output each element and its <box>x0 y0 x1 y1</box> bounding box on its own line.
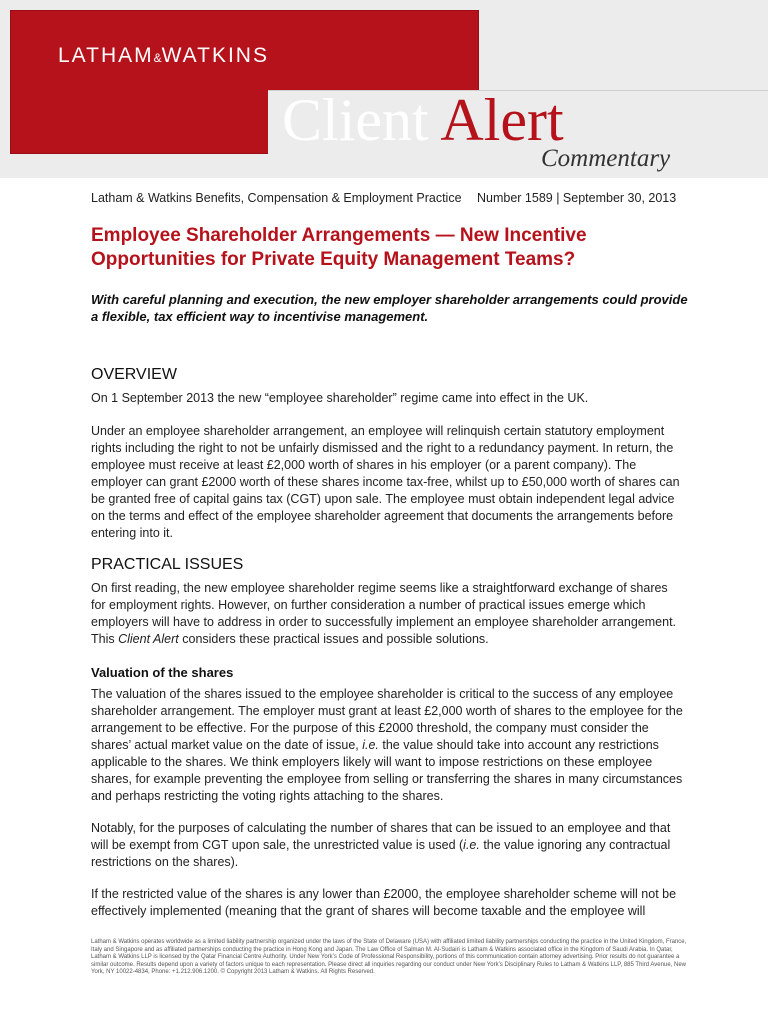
valuation-paragraph-1 <box>91 686 683 805</box>
practical-text-a: On first reading, the new employee shareholder regime seems like a straightforward exchange of shares for employment rights. However, on further consideration a number of practical issues emerge which employers will have to address in order to successfully implement an employee shareholder arrangement. This <box>91 581 677 646</box>
firm-logo <box>58 44 269 68</box>
publication-subtitle: Commentary <box>541 145 671 172</box>
valuation-text-a: The valuation of the shares issued to the employee shareholder is critical to the success of any employee shareholder arrangement. The employer must grant at least £2,000 worth of shares to the employee for the arrangement to be effective. For the purpose of this £2000 threshold, the company must consider the shares’ actual market value on the date of issue, <box>91 687 683 752</box>
valuation-text-b: the value should take into account any restrictions applicable to the shares. We think employers likely will want to impose restrictions on these employee shares, for example preventing the employee from selling or transferring the shares in many circumstances and perhaps restricting the voting rights attaching to the shares. <box>91 738 683 803</box>
publication-title <box>282 84 564 156</box>
overview-paragraph-1: On 1 September 2013 the new “employee shareholder” regime came into effect in the UK. <box>91 391 589 405</box>
title-word-client: Client <box>282 87 429 153</box>
overview-paragraph-2: Under an employee shareholder arrangement, an employee will relinquish certain statutory employment rights including the right to not be unfairly dismissed and the right to a redundancy payment. In return, the employee must receive at least £2,000 worth of shares in his employer (or a parent company). The employer can grant £2000 worth of these shares income tax-free, whilst up to £50,000 worth of shares can be granted free of capital gains tax (CGT) upon sale. The employee must obtain independent legal advice on the terms and effect of the employee shareholder agreement that documents the arrangements before entering into it. <box>91 424 680 540</box>
logo-word-2: WATKINS <box>161 44 269 67</box>
valuation-paragraph-2 <box>91 820 683 871</box>
valuation-paragraph-3: If the restricted value of the shares is any lower than £2000, the employee shareholder scheme will not be effectively implemented (meaning that the grant of shares will become taxable and the employee will <box>91 887 677 918</box>
article-headline: Employee Shareholder Arrangements — New Incentive Opportunities for Private Equity Management Teams? <box>91 225 587 270</box>
ie-emphasis-2: i.e. <box>463 838 480 852</box>
practical-issues-paragraph <box>91 580 683 648</box>
issue-number-date: Number 1589 | September 30, 2013 <box>477 191 677 205</box>
logo-word-1: LATHAM <box>58 44 154 67</box>
practice-group: Latham & Watkins Benefits, Compensation & Employment Practice <box>91 191 462 205</box>
article-intro: With careful planning and execution, the new employer shareholder arrangements could provide a flexible, tax efficient way to incentivise management. <box>91 292 688 324</box>
practical-text-b: considers these practical issues and possible solutions. <box>178 632 489 646</box>
valuation-p2-text-a: Notably, for the purposes of calculating the number of shares that can be issued to an employee and that will be exempt from CGT upon sale, the unrestricted value is used ( <box>91 821 671 852</box>
ie-emphasis: i.e. <box>362 738 379 752</box>
overview-heading: OVERVIEW <box>91 366 177 383</box>
client-alert-emphasis: Client Alert <box>118 632 179 646</box>
valuation-p2-text-b: the value ignoring any contractual restrictions on the shares). <box>91 838 671 869</box>
legal-disclaimer: Latham & Watkins operates worldwide as a limited liability partnership organized under the laws of the State of Delaware (USA) with affiliated limited liability partnerships conducting the practice in the United Kingdom, France, Italy and Singapore and as affiliated partnerships conducting the practice in Hong Kong and Japan. The Law Office of Salman M. Al-Sudairi is Latham & Watkins associated office in the Kingdom of Saudi Arabia. In Qatar, Latham & Watkins LLP is licensed by the Qatar Financial Centre Authority. Under New York’s Code of Professional Responsibility, portions of this communication contain attorney advertising. Prior results do not guarantee a similar outcome. Results depend upon a variety of factors unique to each representation. Please direct all inquiries regarding our conduct under New York’s Disciplinary Rules to Latham & Watkins LLP, 885 Third Avenue, New York, NY 10022-4834, Phone: +1.212.906.1200. © Copyright 2013 Latham & Watkins. All Rights Reserved. <box>91 939 687 975</box>
title-word-alert: Alert <box>428 87 564 153</box>
practical-issues-heading: PRACTICAL ISSUES <box>91 556 244 573</box>
logo-ampersand: & <box>153 51 162 65</box>
valuation-heading: Valuation of the shares <box>91 665 234 680</box>
